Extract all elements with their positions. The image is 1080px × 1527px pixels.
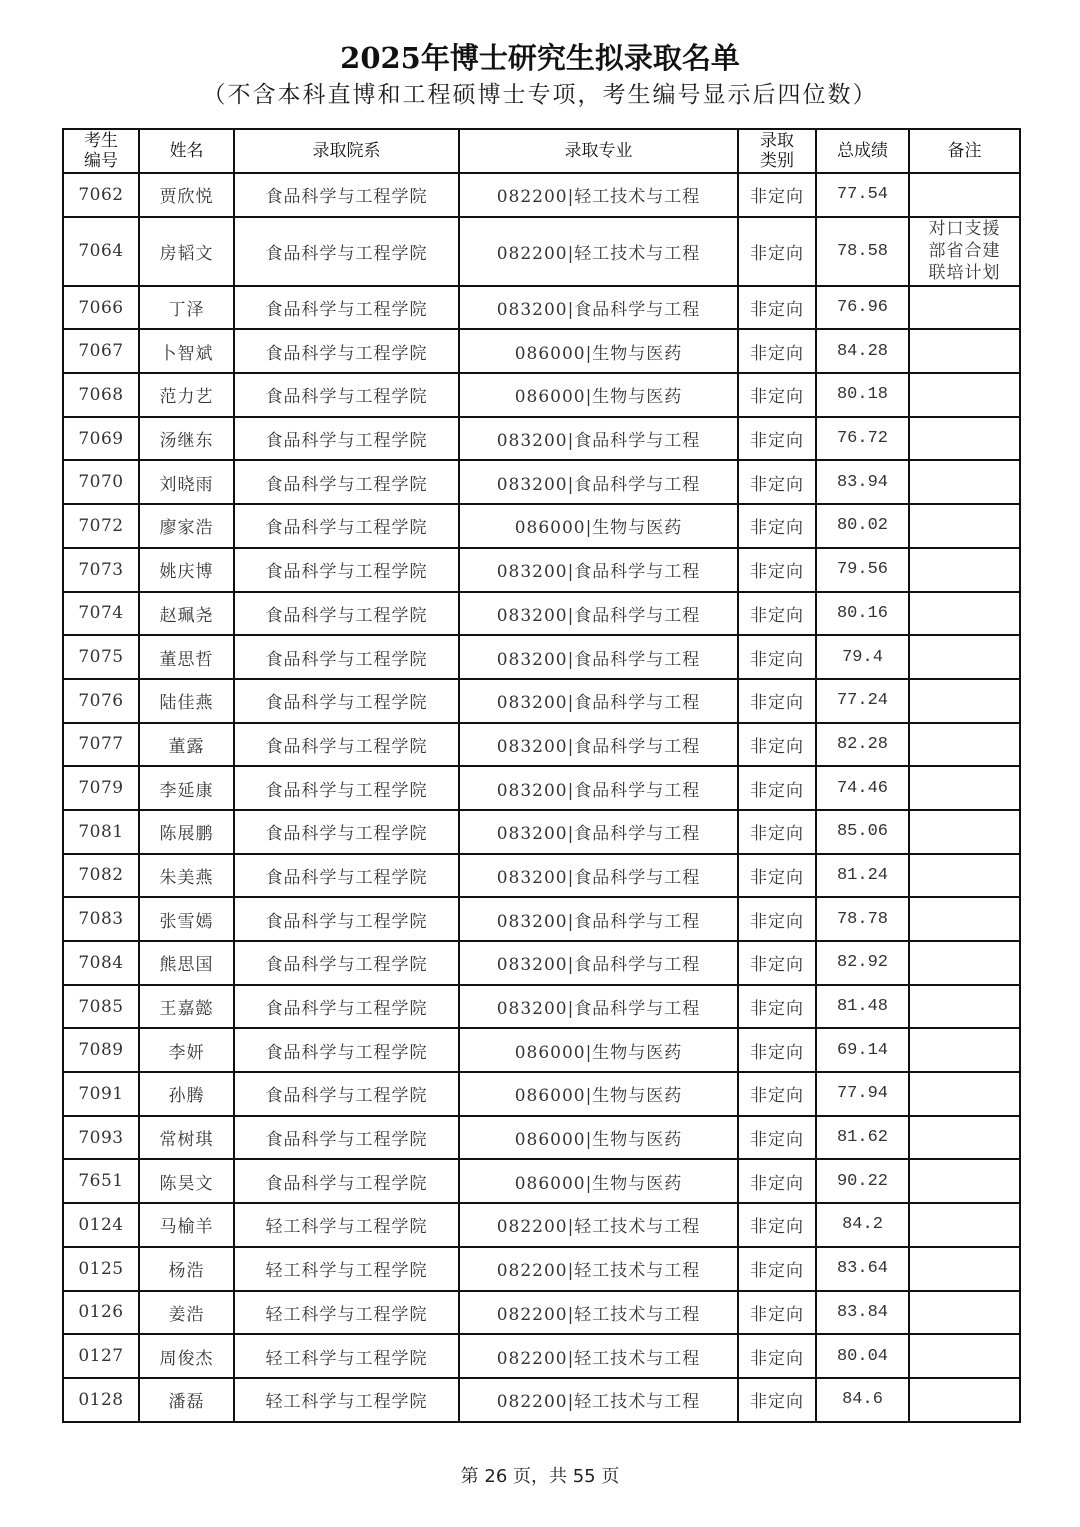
cell-id: 7074 <box>63 592 139 636</box>
document-subtitle: （不含本科直博和工程硕博士专项，考生编号显示后四位数） <box>202 82 878 108</box>
cell-score: 78.78 <box>816 897 909 941</box>
cell-department: 轻工科学与工程学院 <box>234 1291 459 1335</box>
cell-category: 非定向 <box>738 1116 816 1160</box>
cell-department: 食品科学与工程学院 <box>234 897 459 941</box>
cell-department: 轻工科学与工程学院 <box>234 1378 459 1422</box>
cell-department: 食品科学与工程学院 <box>234 329 459 373</box>
cell-major: 086000|生物与医药 <box>459 373 738 417</box>
cell-department: 食品科学与工程学院 <box>234 504 459 548</box>
table-row <box>63 1247 1020 1291</box>
cell-department: 食品科学与工程学院 <box>234 548 459 592</box>
cell-note <box>909 1291 1020 1335</box>
cell-major: 083200|食品科学与工程 <box>459 941 738 985</box>
cell-department: 食品科学与工程学院 <box>234 173 459 217</box>
cell-department: 食品科学与工程学院 <box>234 217 459 286</box>
cell-name: 张雪嫣 <box>139 897 234 941</box>
table-row <box>63 1203 1020 1247</box>
cell-category: 非定向 <box>738 1378 816 1422</box>
table-row <box>63 941 1020 985</box>
cell-id: 7093 <box>63 1116 139 1160</box>
cell-id: 7067 <box>63 329 139 373</box>
cell-score: 77.94 <box>816 1072 909 1116</box>
cell-category: 非定向 <box>738 1203 816 1247</box>
cell-department: 食品科学与工程学院 <box>234 417 459 461</box>
cell-category: 非定向 <box>738 1334 816 1378</box>
cell-category: 非定向 <box>738 1072 816 1116</box>
cell-id: 7073 <box>63 548 139 592</box>
cell-note <box>909 766 1020 810</box>
cell-major: 086000|生物与医药 <box>459 504 738 548</box>
cell-name: 李妍 <box>139 1028 234 1072</box>
cell-name: 丁泽 <box>139 286 234 330</box>
cell-major: 083200|食品科学与工程 <box>459 592 738 636</box>
cell-name: 孙腾 <box>139 1072 234 1116</box>
table-row <box>63 985 1020 1029</box>
cell-department: 食品科学与工程学院 <box>234 810 459 854</box>
cell-name: 王嘉懿 <box>139 985 234 1029</box>
cell-note <box>909 635 1020 679</box>
cell-note <box>909 460 1020 504</box>
cell-note <box>909 1028 1020 1072</box>
cell-id: 0126 <box>63 1291 139 1335</box>
cell-department: 食品科学与工程学院 <box>234 854 459 898</box>
cell-department: 食品科学与工程学院 <box>234 679 459 723</box>
cell-major: 082200|轻工技术与工程 <box>459 1203 738 1247</box>
cell-major: 082200|轻工技术与工程 <box>459 1378 738 1422</box>
cell-name: 姜浩 <box>139 1291 234 1335</box>
cell-category: 非定向 <box>738 1291 816 1335</box>
cell-department: 食品科学与工程学院 <box>234 286 459 330</box>
cell-score: 83.94 <box>816 460 909 504</box>
cell-major: 082200|轻工技术与工程 <box>459 1291 738 1335</box>
cell-score: 79.56 <box>816 548 909 592</box>
cell-note <box>909 723 1020 767</box>
cell-major: 083200|食品科学与工程 <box>459 460 738 504</box>
document-title: 2025年博士研究生拟录取名单 <box>340 41 740 75</box>
cell-category: 非定向 <box>738 766 816 810</box>
table-row <box>63 635 1020 679</box>
cell-category: 非定向 <box>738 217 816 286</box>
admission-table <box>62 128 1021 1423</box>
cell-name: 周俊杰 <box>139 1334 234 1378</box>
cell-id: 7070 <box>63 460 139 504</box>
cell-id: 0128 <box>63 1378 139 1422</box>
cell-id: 7081 <box>63 810 139 854</box>
table-row <box>63 766 1020 810</box>
cell-note <box>909 173 1020 217</box>
cell-category: 非定向 <box>738 1247 816 1291</box>
cell-note <box>909 329 1020 373</box>
cell-id: 7089 <box>63 1028 139 1072</box>
cell-score: 80.04 <box>816 1334 909 1378</box>
page-indicator: 第 26 页，共 55 页 <box>460 1466 620 1487</box>
cell-score: 83.64 <box>816 1247 909 1291</box>
cell-major: 083200|食品科学与工程 <box>459 417 738 461</box>
table-row <box>63 173 1020 217</box>
cell-score: 83.84 <box>816 1291 909 1335</box>
cell-category: 非定向 <box>738 897 816 941</box>
cell-note <box>909 1116 1020 1160</box>
table-row <box>63 1291 1020 1335</box>
cell-major: 083200|食品科学与工程 <box>459 286 738 330</box>
cell-department: 食品科学与工程学院 <box>234 460 459 504</box>
cell-score: 81.62 <box>816 1116 909 1160</box>
cell-name: 潘磊 <box>139 1378 234 1422</box>
table-row <box>63 460 1020 504</box>
cell-name: 赵珮尧 <box>139 592 234 636</box>
table-row <box>63 1159 1020 1203</box>
cell-score: 81.48 <box>816 985 909 1029</box>
cell-category: 非定向 <box>738 723 816 767</box>
cell-score: 80.02 <box>816 504 909 548</box>
cell-score: 80.18 <box>816 373 909 417</box>
cell-department: 轻工科学与工程学院 <box>234 1203 459 1247</box>
cell-name: 常树琪 <box>139 1116 234 1160</box>
cell-score: 69.14 <box>816 1028 909 1072</box>
cell-category: 非定向 <box>738 941 816 985</box>
cell-id: 7072 <box>63 504 139 548</box>
cell-name: 陆佳燕 <box>139 679 234 723</box>
cell-category: 非定向 <box>738 810 816 854</box>
cell-name: 朱美燕 <box>139 854 234 898</box>
cell-name: 李延康 <box>139 766 234 810</box>
cell-name: 董露 <box>139 723 234 767</box>
table-row <box>63 329 1020 373</box>
cell-name: 范力艺 <box>139 373 234 417</box>
cell-score: 76.72 <box>816 417 909 461</box>
table-row <box>63 286 1020 330</box>
cell-major: 083200|食品科学与工程 <box>459 854 738 898</box>
cell-name: 廖家浩 <box>139 504 234 548</box>
cell-note <box>909 1247 1020 1291</box>
cell-name: 姚庆博 <box>139 548 234 592</box>
cell-score: 85.06 <box>816 810 909 854</box>
header-id: 考生编号 <box>63 129 139 173</box>
table-row <box>63 417 1020 461</box>
cell-category: 非定向 <box>738 592 816 636</box>
cell-score: 78.58 <box>816 217 909 286</box>
cell-major: 082200|轻工技术与工程 <box>459 1334 738 1378</box>
cell-score: 74.46 <box>816 766 909 810</box>
cell-department: 食品科学与工程学院 <box>234 1116 459 1160</box>
cell-id: 7083 <box>63 897 139 941</box>
cell-note <box>909 548 1020 592</box>
cell-name: 陈展鹏 <box>139 810 234 854</box>
header-department: 录取院系 <box>234 129 459 173</box>
cell-note <box>909 1203 1020 1247</box>
cell-category: 非定向 <box>738 1028 816 1072</box>
cell-category: 非定向 <box>738 460 816 504</box>
cell-score: 80.16 <box>816 592 909 636</box>
cell-department: 食品科学与工程学院 <box>234 1028 459 1072</box>
table-row <box>63 548 1020 592</box>
cell-id: 0124 <box>63 1203 139 1247</box>
header-score: 总成绩 <box>816 129 909 173</box>
cell-note <box>909 504 1020 548</box>
cell-name: 陈昊文 <box>139 1159 234 1203</box>
cell-name: 贾欣悦 <box>139 173 234 217</box>
cell-major: 086000|生物与医药 <box>459 1159 738 1203</box>
cell-id: 7062 <box>63 173 139 217</box>
table-row <box>63 810 1020 854</box>
table-header-row <box>63 129 1020 173</box>
cell-department: 食品科学与工程学院 <box>234 985 459 1029</box>
cell-major: 086000|生物与医药 <box>459 329 738 373</box>
cell-department: 食品科学与工程学院 <box>234 1072 459 1116</box>
header-major: 录取专业 <box>459 129 738 173</box>
cell-note <box>909 1378 1020 1422</box>
cell-category: 非定向 <box>738 985 816 1029</box>
table-row <box>63 1378 1020 1422</box>
cell-id: 7082 <box>63 854 139 898</box>
cell-id: 7084 <box>63 941 139 985</box>
cell-category: 非定向 <box>738 373 816 417</box>
cell-major: 083200|食品科学与工程 <box>459 985 738 1029</box>
cell-id: 7085 <box>63 985 139 1029</box>
table-row <box>63 1334 1020 1378</box>
cell-department: 食品科学与工程学院 <box>234 635 459 679</box>
cell-score: 90.22 <box>816 1159 909 1203</box>
cell-name: 杨浩 <box>139 1247 234 1291</box>
cell-id: 7064 <box>63 217 139 286</box>
cell-department: 轻工科学与工程学院 <box>234 1247 459 1291</box>
cell-category: 非定向 <box>738 504 816 548</box>
cell-score: 82.28 <box>816 723 909 767</box>
cell-note <box>909 373 1020 417</box>
cell-id: 7077 <box>63 723 139 767</box>
table-row <box>63 592 1020 636</box>
cell-name: 熊思国 <box>139 941 234 985</box>
cell-id: 7651 <box>63 1159 139 1203</box>
cell-department: 食品科学与工程学院 <box>234 373 459 417</box>
cell-note <box>909 897 1020 941</box>
cell-department: 食品科学与工程学院 <box>234 941 459 985</box>
cell-major: 086000|生物与医药 <box>459 1028 738 1072</box>
cell-name: 董思哲 <box>139 635 234 679</box>
cell-category: 非定向 <box>738 854 816 898</box>
table-row <box>63 1116 1020 1160</box>
cell-id: 7091 <box>63 1072 139 1116</box>
header-category: 录取类别 <box>738 129 816 173</box>
cell-major: 083200|食品科学与工程 <box>459 723 738 767</box>
cell-category: 非定向 <box>738 635 816 679</box>
cell-department: 轻工科学与工程学院 <box>234 1334 459 1378</box>
cell-note <box>909 286 1020 330</box>
cell-score: 82.92 <box>816 941 909 985</box>
cell-major: 082200|轻工技术与工程 <box>459 217 738 286</box>
cell-major: 083200|食品科学与工程 <box>459 679 738 723</box>
header-name: 姓名 <box>139 129 234 173</box>
table-row <box>63 373 1020 417</box>
cell-id: 0125 <box>63 1247 139 1291</box>
cell-major: 086000|生物与医药 <box>459 1072 738 1116</box>
cell-major: 083200|食品科学与工程 <box>459 635 738 679</box>
cell-department: 食品科学与工程学院 <box>234 592 459 636</box>
table-row <box>63 1072 1020 1116</box>
cell-major: 083200|食品科学与工程 <box>459 766 738 810</box>
cell-name: 卜智斌 <box>139 329 234 373</box>
cell-major: 086000|生物与医药 <box>459 1116 738 1160</box>
cell-major: 083200|食品科学与工程 <box>459 548 738 592</box>
cell-id: 7068 <box>63 373 139 417</box>
cell-score: 84.6 <box>816 1378 909 1422</box>
cell-note <box>909 679 1020 723</box>
cell-note <box>909 941 1020 985</box>
cell-note <box>909 1159 1020 1203</box>
cell-name: 刘晓雨 <box>139 460 234 504</box>
table-row <box>63 679 1020 723</box>
cell-score: 79.4 <box>816 635 909 679</box>
cell-note: 对口支援 部省合建 联培计划 <box>909 217 1020 286</box>
cell-department: 食品科学与工程学院 <box>234 1159 459 1203</box>
cell-name: 马榆羊 <box>139 1203 234 1247</box>
table-row <box>63 1028 1020 1072</box>
cell-id: 0127 <box>63 1334 139 1378</box>
cell-score: 84.2 <box>816 1203 909 1247</box>
table-row <box>63 217 1020 286</box>
cell-id: 7075 <box>63 635 139 679</box>
cell-id: 7066 <box>63 286 139 330</box>
cell-score: 77.24 <box>816 679 909 723</box>
cell-id: 7079 <box>63 766 139 810</box>
cell-category: 非定向 <box>738 679 816 723</box>
cell-note <box>909 854 1020 898</box>
cell-category: 非定向 <box>738 286 816 330</box>
cell-category: 非定向 <box>738 548 816 592</box>
cell-category: 非定向 <box>738 329 816 373</box>
cell-category: 非定向 <box>738 417 816 461</box>
cell-score: 77.54 <box>816 173 909 217</box>
cell-note <box>909 810 1020 854</box>
cell-major: 082200|轻工技术与工程 <box>459 1247 738 1291</box>
cell-category: 非定向 <box>738 1159 816 1203</box>
cell-score: 81.24 <box>816 854 909 898</box>
cell-id: 7069 <box>63 417 139 461</box>
cell-major: 083200|食品科学与工程 <box>459 897 738 941</box>
cell-note <box>909 1334 1020 1378</box>
cell-note <box>909 417 1020 461</box>
cell-name: 汤继东 <box>139 417 234 461</box>
table-row <box>63 854 1020 898</box>
table-row <box>63 723 1020 767</box>
cell-department: 食品科学与工程学院 <box>234 766 459 810</box>
cell-note <box>909 985 1020 1029</box>
cell-note <box>909 592 1020 636</box>
cell-major: 082200|轻工技术与工程 <box>459 173 738 217</box>
table-row <box>63 897 1020 941</box>
header-note: 备注 <box>909 129 1020 173</box>
cell-score: 84.28 <box>816 329 909 373</box>
cell-category: 非定向 <box>738 173 816 217</box>
table-body <box>63 173 1020 1422</box>
table-row <box>63 504 1020 548</box>
cell-department: 食品科学与工程学院 <box>234 723 459 767</box>
cell-note <box>909 1072 1020 1116</box>
cell-id: 7076 <box>63 679 139 723</box>
cell-score: 76.96 <box>816 286 909 330</box>
cell-name: 房韬文 <box>139 217 234 286</box>
cell-major: 083200|食品科学与工程 <box>459 810 738 854</box>
